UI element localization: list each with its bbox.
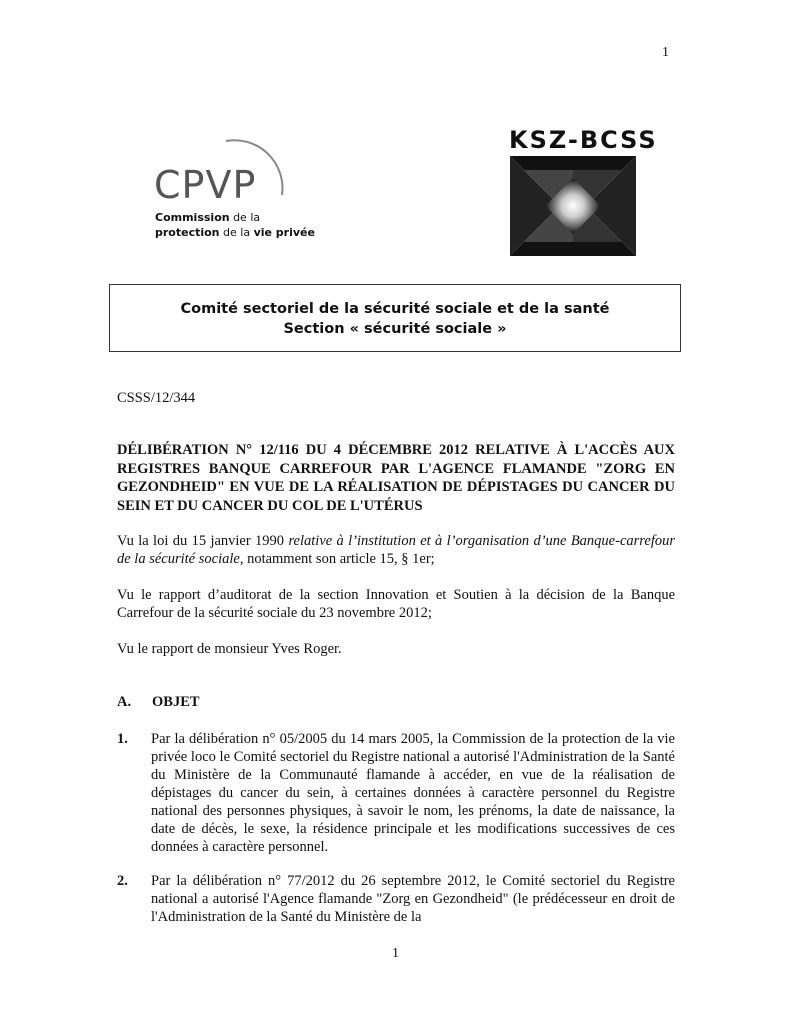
- list-item-text: Par la délibération n° 77/2012 du 26 septembre 2012, le Comité sectoriel du Registre national a autorisé l'Agence flamande "Zorg en Gezondheid" (le prédécesseur en droit de l'Administration de la Santé du Ministère de la: [151, 873, 675, 925]
- committee-title-box: [109, 284, 681, 352]
- list-item-number: 1.: [117, 731, 128, 747]
- section-heading: A. OBJET: [117, 694, 200, 710]
- cpvp-logo: [152, 133, 315, 243]
- cpvp-subtitle-line2: protection de la vie privée: [155, 226, 315, 239]
- cpvp-subtitle-line1: Commission de la: [155, 211, 261, 224]
- cpvp-wordmark: CPVP: [154, 163, 257, 207]
- committee-title-line1: Comité sectoriel de la sécurité sociale et de la santé: [180, 301, 610, 317]
- paragraph-audit-report: Vu le rapport d’auditorat de la section Innovation et Soutien à la décision de la Banque Carrefour de la sécurité sociale du 23 novembre 2012;: [117, 587, 675, 621]
- page-number-bottom: 1: [392, 946, 399, 961]
- ksz-bcss-wordmark: KSZ-BCSS: [509, 126, 658, 154]
- document-reference: CSSS/12/344: [117, 390, 196, 406]
- list-item-number: 2.: [117, 873, 128, 889]
- ksz-bcss-logo: [508, 126, 658, 256]
- page-number-top: 1: [662, 45, 669, 60]
- list-item: [117, 730, 675, 856]
- list-item-text: Par la délibération n° 05/2005 du 14 mars 2005, la Commission de la protection de la vie privée loco le Comité sectoriel du Registre national a autorisé l'Administration de la Santé du Ministère de la Communauté flamande à accéder, en vue de la réalisation de dépistages du cancer du sein, à certaines données à caractère personnel du Registre national des personnes physiques, à savoir le nom, les prénoms, la date de naissance, la date de décès, le sexe, la résidence principale et les modifications successives de ces données à caractère personnel.: [151, 731, 675, 855]
- paragraph-rapporteur: Vu le rapport de monsieur Yves Roger.: [117, 641, 342, 657]
- paragraph-law: Vu la loi du 15 janvier 1990 relative à l’institution et à l’organisation d’une Banque-carrefour de la sécurité sociale, notamment son article 15, § 1er;: [117, 533, 675, 567]
- list-item: [117, 872, 675, 926]
- ksz-emblem-icon: [510, 156, 636, 256]
- committee-title-line2: Section « sécurité sociale »: [283, 321, 507, 337]
- deliberation-heading: DÉLIBÉRATION N° 12/116 DU 4 DÉCEMBRE 2012 RELATIVE À L'ACCÈS AUX REGISTRES BANQUE CARREFOUR PAR L'AGENCE FLAMANDE "ZORG EN GEZONDHEID" EN VUE DE LA RÉALISATION DE DÉPISTAGES DU CANCER DU SEIN ET DU CANCER DU COL DE L'UTÉRUS: [117, 442, 675, 514]
